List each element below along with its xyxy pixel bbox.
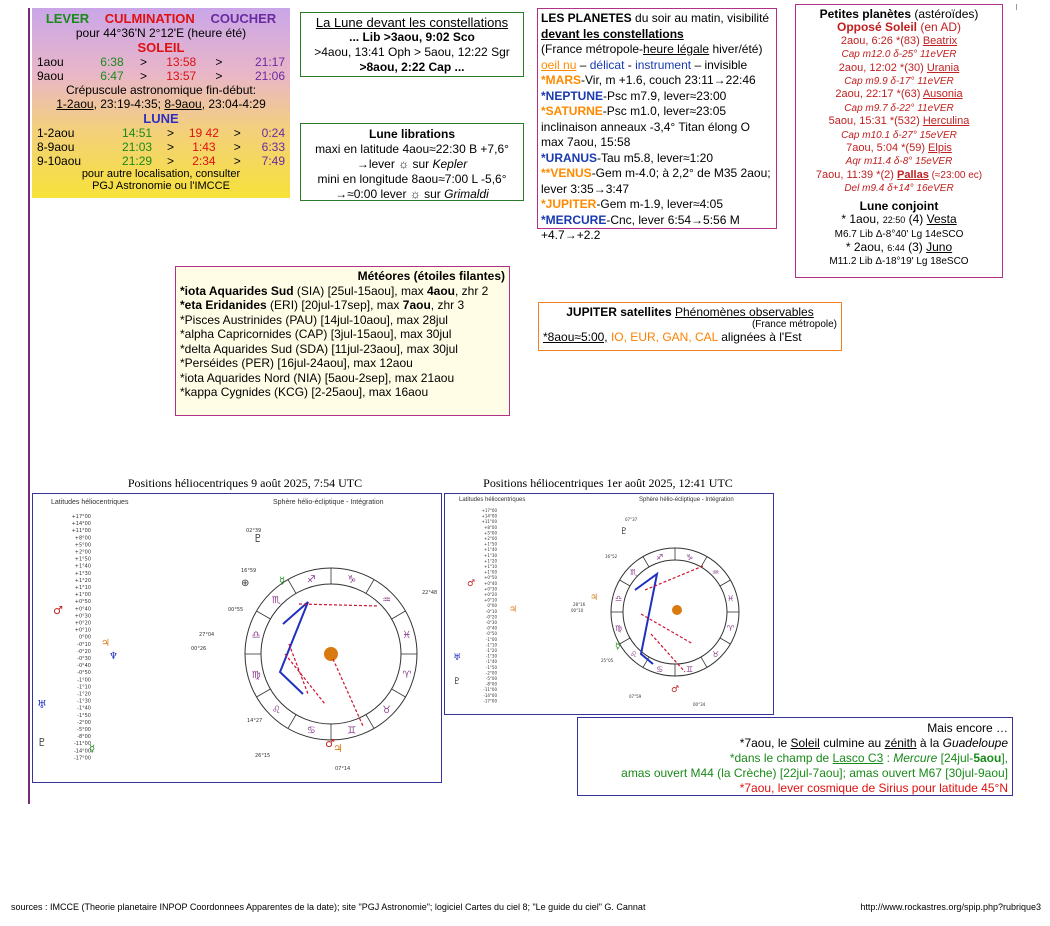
planets-subtitle: devant les constellations <box>541 26 684 41</box>
left-rule <box>28 8 30 804</box>
jupiter-satellites-panel <box>538 302 842 351</box>
chart2-latitude-ticks <box>481 508 497 703</box>
latitude-tick: -5°00 <box>485 676 497 681</box>
degree-label: 16°52 <box>605 554 618 559</box>
conj-list <box>798 213 1000 269</box>
librations-title: Lune librations <box>368 127 455 141</box>
degree-label: 14°27 <box>247 718 263 724</box>
lune-culm: 2:34 <box>192 154 216 168</box>
libration-line-4: →≈0:00 lever ☼ sur Grimaldi <box>335 187 489 201</box>
zodiac-sign-icon: ♑ <box>347 574 357 586</box>
latitude-tick: +1°10 <box>484 564 497 569</box>
zodiac-sign-icon: ♌ <box>629 650 638 660</box>
degree-label: 07°59 <box>629 694 642 699</box>
latitude-tick: +0°50 <box>484 575 497 581</box>
soleil-set: 21:17 <box>254 55 285 69</box>
latitude-tick: -0°20 <box>485 614 497 620</box>
footer <box>11 902 1041 912</box>
meteor-item: *kappa Cygnides (KCG) [2-25aou], max 16aou <box>180 385 429 399</box>
uranus-lat-icon: ♅ <box>37 698 47 711</box>
lune-set: 0:24 <box>261 126 285 140</box>
footer-link[interactable]: http://www.rockastres.org/spip.php?rubrique3 <box>860 902 1041 912</box>
location: pour 44°36'N 2°12'E (heure été) <box>75 26 247 40</box>
latitude-tick: +8°00 <box>484 524 497 530</box>
latitude-tick: -14°00 <box>483 692 497 698</box>
crepuscule-title: Crépuscule astronomique fin-début: <box>65 83 257 97</box>
lune-s1: > <box>166 126 174 140</box>
saturne-details: inclinaison anneaux -3,4° Titan élong O max 7aou, 15:58 <box>541 119 750 149</box>
uranus-lat-icon-2: ♅ <box>453 653 462 663</box>
lune-row <box>36 140 286 154</box>
zodiac-sign-icon: ♊ <box>347 725 357 737</box>
latitude-tick: +1°00 <box>484 569 497 575</box>
zodiac-sign-icon: ♐ <box>655 552 664 562</box>
zodiac-sign-icon: ♒ <box>382 594 392 606</box>
moon-const-line-2: >4aou, 13:41 Oph > 5aou, 12:22 Sgr <box>314 45 510 59</box>
latitude-tick: +1°40 <box>484 547 497 553</box>
latitude-tick: +1°20 <box>74 577 91 584</box>
latitude-tick: +0°10 <box>74 627 91 634</box>
zodiac-sign-icon: ♌ <box>271 705 281 717</box>
mais-title: Mais encore … <box>927 721 1008 735</box>
zodiac-sign-icon: ♋ <box>306 725 316 737</box>
degree-label: 02°39 <box>246 528 262 534</box>
latitude-tick: -1°50 <box>77 712 91 719</box>
chart1-title: Positions héliocentriques 9 août 2025, 7:54 UTC <box>127 476 363 490</box>
zodiac-sign-icon: ♎ <box>614 593 623 603</box>
lune-rise: 21:03 <box>122 140 153 154</box>
pluto-lat-icon: ♇ <box>37 736 47 749</box>
asteroids-panel <box>795 4 1003 278</box>
soleil-row <box>36 69 286 83</box>
mais-encore-panel <box>577 717 1013 796</box>
chart2-svg <box>445 494 773 714</box>
latitude-tick: -0°40 <box>485 625 497 631</box>
latitude-tick: -17°00 <box>73 755 91 762</box>
latitude-tick: -11°00 <box>73 741 91 748</box>
libration-line-1: maxi en latitude 4aou≈22:30 B +7,6° <box>315 142 509 156</box>
conj-item: * 1aou, 22:50 (4) Vesta <box>841 212 957 227</box>
latitude-tick: -0°40 <box>77 663 91 670</box>
mercury-icon-2: ☿ <box>615 642 621 652</box>
asteroid-details: Del m9.4 δ+14° 16eVER <box>844 183 954 195</box>
mars-icon-2: ♂ <box>671 685 680 695</box>
mercury-icon: ☿ <box>279 576 286 587</box>
lune-s1: > <box>166 140 174 154</box>
lune-title: LUNE <box>143 111 179 126</box>
asteroid-item: 5aou, 15:31 *(532) Herculina <box>828 115 970 128</box>
visibility-legend: oeil nu – délicat - instrument – invisible <box>541 57 748 72</box>
crepuscule-values <box>36 97 286 111</box>
zodiac-sign-icon: ♉ <box>712 650 720 660</box>
jupiter-icon-2: ♃ <box>590 593 599 603</box>
meteor-item: *iota Aquarides Sud (SIA) [25ul-15aou], max 4aou, zhr 2 <box>180 283 489 298</box>
degree-label: 07°37 <box>625 517 638 522</box>
planet-saturne: *SATURNE-Psc m1.0, lever≈23:05 <box>541 104 727 118</box>
jupiter-lat-icon: ♃ <box>101 638 110 649</box>
header-lever: LEVER <box>45 11 90 26</box>
footer-sources: sources : IMCCE (Theorie planetaire INPOP Coordonnees Apparentes de la date); site "PGJ Astronomie"; logiciel Cartes du ciel 8; "Le guide du ciel" G. Cannat <box>11 902 646 912</box>
latitude-tick: +1°50 <box>74 556 91 563</box>
degree-label: 00°10 <box>571 608 584 613</box>
lune-set: 7:49 <box>261 154 285 168</box>
soleil-s1: > <box>140 69 148 83</box>
asteroid-link[interactable]: Urania <box>926 61 960 74</box>
latitude-tick: -11°00 <box>483 687 497 693</box>
soleil-s1: > <box>140 55 148 69</box>
lune-day: 1-2aou <box>37 126 75 140</box>
lune-day: 8-9aou <box>37 140 75 154</box>
chart2-blue-path <box>635 574 657 664</box>
lune-culm: 1:43 <box>192 140 216 154</box>
crepuscule-b: 8-9aou <box>164 97 202 111</box>
latitude-tick: -1°30 <box>77 698 91 705</box>
meteor-item: *eta Eridanides (ERI) [20jul-17sep], max 7aou, zhr 3 <box>180 298 465 312</box>
chart1-left-head: Latitudes héliocentriques <box>51 499 129 506</box>
latitude-tick: +14°00 <box>481 513 497 519</box>
asteroid-link[interactable]: Herculina <box>922 115 970 128</box>
latitude-tick: +0°30 <box>74 613 91 620</box>
degree-label: 00°26 <box>191 646 207 652</box>
latitude-tick: -1°20 <box>77 691 91 698</box>
mars-lat-icon-2: ♂ <box>467 579 476 589</box>
latitude-tick: -0°50 <box>77 670 91 677</box>
latitude-tick: -0°50 <box>485 631 497 637</box>
soleil-rise: 6:47 <box>100 69 124 83</box>
latitude-tick: -0°10 <box>77 641 91 648</box>
meteor-item: *Perséides (PER) [16jul-24aou], max 12aou <box>180 356 413 370</box>
latitude-tick: +1°10 <box>74 585 91 591</box>
lune-row <box>36 154 286 168</box>
latitude-tick: +5°00 <box>74 542 91 549</box>
planet-jupiter: *JUPITER-Gem m-1.9, lever≈4:05 <box>541 197 723 211</box>
latitude-tick: +2°00 <box>484 536 497 541</box>
latitude-tick: -2°00 <box>485 670 497 676</box>
latitude-tick: -1°10 <box>485 642 497 648</box>
zodiac-sign-icon: ♓ <box>402 629 412 641</box>
lune-s2: > <box>233 126 241 140</box>
libration-line-2: →lever ☼ sur Kepler <box>356 157 468 171</box>
soleil-title: SOLEIL <box>137 40 185 55</box>
lune-s2: > <box>233 140 241 154</box>
chart1-svg <box>33 494 441 782</box>
jupiter-lat-icon-2: ♃ <box>509 605 518 615</box>
mars-lat-icon: ♂ <box>53 604 63 617</box>
zodiac-sign-icon: ♈ <box>727 624 735 634</box>
latitude-tick: -1°40 <box>77 705 91 712</box>
latitude-tick: 0°00 <box>487 603 497 609</box>
neptune-lat-icon: ♆ <box>109 651 118 662</box>
conj-item: * 2aou, 6:44 (3) Juno <box>845 239 953 254</box>
chart2-title: Positions héliocentriques 1er août 2025, 12:41 UTC <box>483 476 733 490</box>
latitude-tick: -0°10 <box>485 608 497 614</box>
lune-rise: 14:51 <box>122 126 153 140</box>
latitude-tick: -1°30 <box>485 653 497 659</box>
latitude-tick: -17°00 <box>483 698 497 704</box>
zodiac-sign-icon: ♈ <box>402 670 412 682</box>
jupiter-line: *8aou≈5:00, IO, EUR, GAN, CAL alignées à l'Est <box>543 330 802 344</box>
degree-label: 28°16 <box>573 602 586 607</box>
chart1-latitude-ticks <box>72 514 91 761</box>
latitude-tick: +1°40 <box>74 563 91 570</box>
conj-name: Vesta <box>926 212 957 227</box>
crepuscule-a-val: , 23:19-4:35; <box>93 97 161 111</box>
degree-label: 00°55 <box>228 607 244 613</box>
crepuscule-b-val: , 23:04-4:29 <box>201 97 266 111</box>
chart2-left-head: Latitudes héliocentriques <box>459 497 526 503</box>
latitude-tick: +1°20 <box>484 558 497 564</box>
degree-label: 25°05 <box>601 658 614 663</box>
latitude-tick: +0°20 <box>484 592 497 597</box>
meteor-item: *Pisces Austrinides (PAU) [14jul-10aou], max 28jul <box>180 312 448 327</box>
note-2: PGJ Astronomie ou l'IMCCE <box>92 180 230 192</box>
latitude-tick: +14°00 <box>71 521 91 528</box>
zodiac-sign-icon: ♑ <box>686 552 694 562</box>
latitude-tick: -2°00 <box>77 719 91 726</box>
asteroid-details: Aqr m11.4 δ-8° 15eVER <box>845 156 953 168</box>
latitude-tick: +1°50 <box>484 541 497 547</box>
asteroid-list <box>798 35 1000 196</box>
chart2-panel <box>444 493 774 715</box>
planet-venus: **VENUS-Gem m-4.0; à 2,2° de M35 2aou; lever 3:35→3:47 <box>541 166 771 196</box>
degree-label: 22°48 <box>422 590 438 596</box>
header-culmination: CULMINATION <box>104 11 195 26</box>
jupiter-sub: (France métropole) <box>751 319 837 330</box>
latitude-tick: +1°30 <box>484 552 497 558</box>
zodiac-sign-icon: ♊ <box>686 665 694 675</box>
lune-set: 6:33 <box>261 140 285 154</box>
meteors-title: Météores (étoiles filantes) <box>357 269 505 283</box>
planets-panel <box>537 8 777 242</box>
planets-title: LES PLANETES du soir au matin, visibilité <box>541 11 770 25</box>
zodiac-sign-icon: ♍ <box>614 624 623 634</box>
asteroid-link[interactable]: Pallas <box>897 168 929 181</box>
soleil-s2: > <box>215 55 223 69</box>
oppose-title: Opposé Soleil (en AD) <box>836 20 962 35</box>
zodiac-sign-icon: ♋ <box>655 665 664 675</box>
latitude-tick: 0°00 <box>78 634 91 641</box>
degree-label: 00°34 <box>693 702 706 707</box>
sun-icon-2 <box>672 605 682 615</box>
asteroid-item: 7aou, 5:04 *(59) Elpis <box>846 142 952 155</box>
latitude-tick: +11°00 <box>481 519 497 525</box>
jupiter-icon: ♃ <box>333 742 343 755</box>
soleil-set: 21:06 <box>254 69 285 83</box>
asteroid-item: 7aou, 11:39 *(2) Pallas (≈23:00 ec) <box>815 168 983 181</box>
note-1: pour autre localisation, consulter <box>81 168 241 180</box>
lune-s2: > <box>233 154 241 168</box>
conj-title: Lune conjoint <box>859 198 939 213</box>
asteroid-details: Cap m12.0 δ-25° 11eVER <box>841 49 957 61</box>
soleil-s2: > <box>215 69 223 83</box>
lune-day: 9-10aou <box>37 154 82 168</box>
zodiac-sign-icon: ♏ <box>271 594 281 606</box>
soleil-culm: 13:58 <box>166 55 197 69</box>
soleil-culm: 13:57 <box>166 69 197 83</box>
latitude-tick: -8°00 <box>485 681 497 687</box>
chart1-right-head: Sphère hélio-écliptique - Intégration <box>273 499 384 506</box>
latitude-tick: +1°00 <box>74 592 91 599</box>
asteroid-item: 2aou, 6:26 *(83) Beatrix <box>840 34 958 47</box>
planets-legal: (France métropole-heure légale hiver/été) <box>541 42 763 56</box>
planet-neptune: *NEPTUNE-Psc m7.9, lever≈23:00 <box>541 88 727 103</box>
chart2-right-head: Sphère hélio-écliptique - Intégration <box>639 497 734 503</box>
zodiac-sign-icon: ♉ <box>382 705 392 717</box>
asteroid-link[interactable]: Elpis <box>928 142 952 155</box>
lune-culm: 19 42 <box>188 126 219 140</box>
latitude-tick: +0°40 <box>74 606 91 613</box>
latitude-tick: +17°00 <box>71 514 91 520</box>
zodiac-sign-icon: ♍ <box>251 670 261 682</box>
crepuscule-a: 1-2aou <box>56 97 94 111</box>
latitude-tick: -1°20 <box>485 648 497 653</box>
mais-line-2: *dans le champ de Lasco C3 : Mercure [24jul-5aou], <box>729 751 1008 765</box>
latitude-tick: +17°00 <box>481 508 497 513</box>
latitude-tick: +5°00 <box>484 530 497 536</box>
moon-const-line-1: ... Lib >3aou, 9:02 Sco <box>349 30 475 44</box>
lune-table <box>36 126 286 168</box>
soleil-row <box>36 55 286 69</box>
header-coucher: COUCHER <box>210 11 277 26</box>
soleil-day: 9aou <box>37 69 64 83</box>
chart1-panel <box>32 493 442 783</box>
latitude-tick: -1°40 <box>485 659 497 665</box>
degree-label: 07°14 <box>335 766 351 772</box>
mais-line-1: *7aou, le Soleil culmine au zénith à la Guadeloupe <box>739 736 1008 750</box>
lune-rise: 21:29 <box>122 154 153 168</box>
asteroid-link[interactable]: Beatrix <box>922 34 958 47</box>
libration-line-3: mini en longitude 8aou≈7:00 L -5,6° <box>317 172 507 186</box>
top-tick <box>1016 4 1017 10</box>
latitude-tick: +0°40 <box>484 580 497 586</box>
chart1-zodiac-wheel <box>245 568 417 740</box>
latitude-tick: +2°00 <box>74 549 91 556</box>
mais-line-4: *7aou, lever cosmique de Sirius pour latitude 45°N <box>739 781 1008 795</box>
latitude-tick: +8°00 <box>74 535 91 542</box>
meteor-list <box>180 284 505 400</box>
zodiac-sign-icon: ♐ <box>306 574 316 586</box>
asteroid-item: 2aou, 12:02 *(30) Urania <box>838 61 960 74</box>
asteroid-link[interactable]: Ausonia <box>922 88 963 101</box>
chart2-zodiac-wheel <box>611 548 739 676</box>
asteroid-details: Cap m10.1 δ-27° 15eVER <box>841 129 957 141</box>
latitude-tick: +0°50 <box>74 599 91 606</box>
latitude-tick: -8°00 <box>77 734 91 741</box>
latitude-tick: +0°10 <box>484 597 497 603</box>
zodiac-sign-icon: ♒ <box>712 567 720 577</box>
planet-mars: *MARS-Vir, m +1.6, couch 23:11→22:46 <box>541 73 756 87</box>
meteor-item: *delta Aquarides Sud (SDA) [11jul-23aou], max 30jul <box>180 341 458 356</box>
latitude-tick: -0°30 <box>77 656 91 662</box>
moon-constellations-panel <box>300 12 524 77</box>
planet-uranus: *URANUS-Tau m5.8, lever≈1:20 <box>541 150 713 165</box>
latitude-tick: -5°00 <box>77 727 91 733</box>
conj-details: M11.2 Lib Δ-18°19' Lg 18eSCO <box>829 256 969 268</box>
pluto-icon: ♇ <box>253 532 263 545</box>
sun-icon <box>324 647 338 661</box>
latitude-tick: -1°00 <box>77 677 91 684</box>
degree-label: 26°15 <box>255 753 271 759</box>
soleil-day: 1aou <box>37 55 64 69</box>
conj-name: Juno <box>926 239 953 254</box>
earth-icon: ⊕ <box>241 578 250 589</box>
asteroids-title: Petites planètes (astéroïdes) <box>819 7 979 21</box>
degree-label: 27°04 <box>199 632 215 638</box>
chart1-blue-path <box>280 602 308 694</box>
mercury-lat-icon: ☿ <box>89 744 96 755</box>
moon-const-title: La Lune devant les constellations <box>315 15 509 30</box>
meteor-item: *alpha Capricornides (CAP) [3jul-15aou], max 30jul <box>180 327 452 341</box>
latitude-tick: -1°00 <box>485 636 497 642</box>
latitude-tick: +0°30 <box>484 586 497 592</box>
asteroid-details: Cap m9.7 δ-22° 11eVER <box>844 102 954 114</box>
lune-s1: > <box>166 154 174 168</box>
pluto-icon-2: ♇ <box>620 527 629 537</box>
zodiac-sign-icon: ♓ <box>727 593 735 603</box>
jupiter-title: JUPITER satellites Phénomènes observables <box>566 305 814 319</box>
latitude-tick: -1°10 <box>77 684 91 691</box>
lune-row <box>36 126 286 140</box>
soleil-table <box>36 55 286 83</box>
moon-librations-panel <box>300 123 524 201</box>
planet-mercure: *MERCURE-Cnc, lever 6:54→5:56 M +4.7→+2.2 <box>541 212 740 242</box>
zodiac-sign-icon: ♎ <box>251 629 261 641</box>
latitude-tick: +0°20 <box>74 620 91 627</box>
ephemeris-header <box>36 11 286 26</box>
mais-line-3: amas ouvert M44 (la Crèche) [22jul-7aou]; amas ouvert M67 [30jul-9aou] <box>621 766 1008 780</box>
latitude-tick: -0°30 <box>485 620 497 625</box>
moon-const-line-3: >8aou, 2:22 Cap ... <box>359 60 465 74</box>
latitude-tick: +1°30 <box>74 570 91 577</box>
meteor-item: *iota Aquarides Nord (NIA) [5aou-2sep], max 21aou <box>180 370 455 385</box>
ephemeris-panel <box>32 8 290 198</box>
zodiac-sign-icon: ♏ <box>629 567 638 577</box>
latitude-tick: -0°20 <box>77 648 91 655</box>
latitude-tick: +11°00 <box>71 528 91 535</box>
degree-label: 16°59 <box>241 568 257 574</box>
asteroid-details: Cap m9.9 δ-17° 11eVER <box>844 76 954 88</box>
asteroid-item: 2aou, 22:17 *(63) Ausonia <box>835 88 963 101</box>
conj-details: M6.7 Lib Δ-8°40' Lg 14eSCO <box>834 228 964 240</box>
latitude-tick: -14°00 <box>73 748 91 755</box>
mars-icon: ♂ <box>325 737 335 750</box>
latitude-tick: -1°50 <box>485 664 497 670</box>
meteors-panel <box>175 266 510 416</box>
soleil-rise: 6:38 <box>100 55 124 69</box>
pluto-lat-icon-2: ♇ <box>453 677 462 687</box>
